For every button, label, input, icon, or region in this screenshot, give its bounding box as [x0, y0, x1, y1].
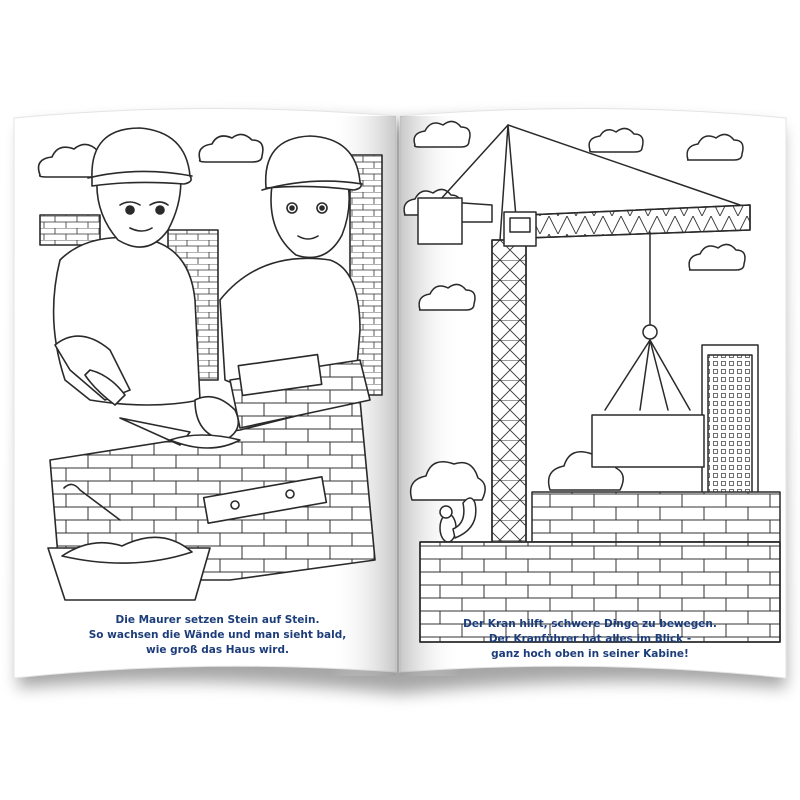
- caption-line: Der Kran hilft, schwere Dinge zu bewegen.: [463, 618, 717, 630]
- crane-counterweight: [418, 198, 462, 244]
- crane-hook: [643, 325, 657, 339]
- right-page-caption: [440, 617, 740, 662]
- crane-load: [592, 415, 704, 467]
- caption-line: So wachsen die Wände und man sieht bald,: [88, 629, 347, 641]
- skyscraper: [702, 345, 758, 495]
- caption-line: Die Maurer setzen Stein auf Stein.: [115, 614, 320, 626]
- caption-line: Der Kranführer hat alles im Blick -: [488, 633, 692, 645]
- crane-cabin: [504, 212, 536, 246]
- left-page-caption: [85, 613, 350, 658]
- brick-wall: [532, 492, 780, 542]
- caption-line: wie groß das Haus wird.: [146, 644, 289, 656]
- worker-left-body: [54, 238, 200, 406]
- caption-line: ganz hoch oben in seiner Kabine!: [491, 648, 689, 660]
